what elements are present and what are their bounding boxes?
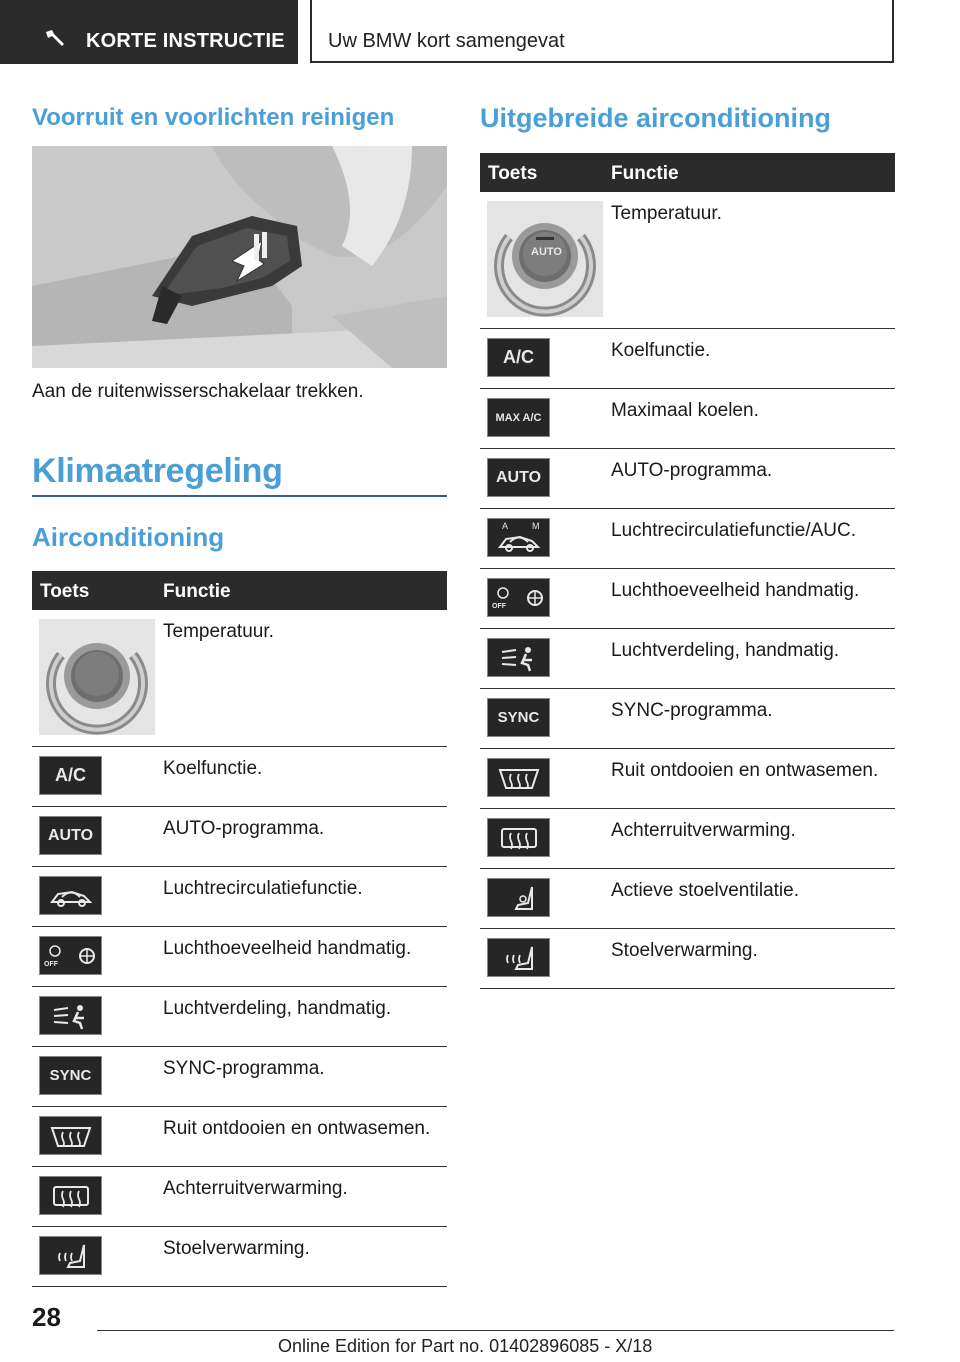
seat-heating-button-icon <box>39 1236 102 1275</box>
row-text: Achterruitverwarming. <box>611 820 796 841</box>
row-text: Koelfunctie. <box>163 758 263 779</box>
sync-button-icon: SYNC <box>487 698 550 737</box>
row-text: Ruit ontdooien en ontwasemen. <box>611 760 879 781</box>
table-row <box>32 610 447 747</box>
windshield-defrost-button-icon <box>39 1116 102 1155</box>
heading-klimaatregeling: Klimaatregeling <box>32 452 283 490</box>
row-text: Temperatuur. <box>163 621 274 642</box>
table-row <box>480 509 895 569</box>
col-toets: Toets <box>40 581 90 602</box>
row-text: Luchtrecirculatiefunctie/AUC. <box>611 520 856 541</box>
footer-rule <box>97 1330 894 1331</box>
windshield-defrost-button-icon <box>487 758 550 797</box>
row-text: Stoelverwarming. <box>611 940 758 961</box>
row-text: Luchthoeveelheid handmatig. <box>163 938 412 959</box>
seat-heating-button-icon <box>487 938 550 977</box>
row-text: SYNC-programma. <box>611 700 773 721</box>
row-text: Luchtrecirculatiefunctie. <box>163 878 363 899</box>
row-text: Maximaal koelen. <box>611 400 759 421</box>
max-ac-button-icon: MAX A/C <box>487 398 550 437</box>
row-text: Stoelverwarming. <box>163 1238 310 1259</box>
table-row <box>32 807 447 867</box>
rear-defrost-button-icon <box>39 1176 102 1215</box>
recirculation-button-icon <box>39 876 102 915</box>
table-row <box>480 689 895 749</box>
table-row <box>480 389 895 449</box>
auto-button-icon: AUTO <box>39 816 102 855</box>
row-text: Luchtverdeling, handmatig. <box>611 640 840 661</box>
fan-button-icon: OFF <box>487 578 550 617</box>
footer-edition: Online Edition for Part no. 01402896085 - X/18 <box>278 1336 653 1356</box>
section-title-wipers: Voorruit en voorlichten reinigen <box>32 104 395 131</box>
table-row <box>480 929 895 989</box>
table-row <box>480 569 895 629</box>
col-functie: Functie <box>163 581 231 602</box>
table-row <box>480 449 895 509</box>
table-row <box>32 987 447 1047</box>
row-text: Actieve stoelventilatie. <box>611 880 799 901</box>
seat-ventilation-button-icon <box>487 878 550 917</box>
header-title: Uw BMW kort samengevat <box>328 30 565 52</box>
ac-button-icon: A/C <box>39 756 102 795</box>
fan-button-icon: OFF <box>39 936 102 975</box>
table-row <box>32 1227 447 1287</box>
ac-button-icon: A/C <box>487 338 550 377</box>
heading-rule <box>32 495 447 497</box>
sync-button-icon: SYNC <box>39 1056 102 1095</box>
temperature-knob-auto-icon: AUTO <box>487 201 603 317</box>
air-distribution-button-icon <box>39 996 102 1035</box>
temperature-knob-icon <box>39 619 155 735</box>
auto-button-icon: AUTO <box>487 458 550 497</box>
table-row <box>480 809 895 869</box>
table-row <box>32 1047 447 1107</box>
wiper-caption: Aan de ruitenwisserschakelaar trekken. <box>32 381 364 402</box>
row-text: Koelfunctie. <box>611 340 711 361</box>
row-text: AUTO-programma. <box>611 460 773 481</box>
table-row <box>480 192 895 329</box>
col-functie: Functie <box>611 163 679 184</box>
col-toets: Toets <box>488 163 538 184</box>
row-text: Ruit ontdooien en ontwasemen. <box>163 1118 431 1139</box>
row-text: Achterruitverwarming. <box>163 1178 348 1199</box>
page-number: 28 <box>32 1302 61 1332</box>
row-text: Temperatuur. <box>611 203 722 224</box>
table-row <box>32 747 447 807</box>
row-text: AUTO-programma. <box>163 818 325 839</box>
extended-airconditioning-table <box>480 153 895 989</box>
row-text: SYNC-programma. <box>163 1058 325 1079</box>
subheading-airconditioning: Airconditioning <box>32 522 225 552</box>
row-text: Luchthoeveelheid handmatig. <box>611 580 860 601</box>
row-text: Luchtverdeling, handmatig. <box>163 998 392 1019</box>
air-distribution-button-icon <box>487 638 550 677</box>
airconditioning-table <box>32 571 447 1287</box>
header-title-box <box>310 0 894 63</box>
table-row <box>32 1167 447 1227</box>
header-tab-label: KORTE INSTRUCTIE <box>86 30 285 52</box>
rear-defrost-button-icon <box>487 818 550 857</box>
wiper-stalk-photo <box>32 146 447 368</box>
recirculation-auc-button-icon: A M <box>487 518 550 557</box>
table-row <box>480 329 895 389</box>
table-header <box>480 153 895 192</box>
table-row <box>480 869 895 929</box>
table-row <box>32 867 447 927</box>
heading-uitgebreide-airconditioning: Uitgebreide airconditioning <box>480 103 832 133</box>
table-row <box>480 749 895 809</box>
header-tab[interactable] <box>0 0 298 64</box>
table-header <box>32 571 447 610</box>
table-row <box>32 1107 447 1167</box>
table-row <box>32 927 447 987</box>
table-row <box>480 629 895 689</box>
wrench-nav-icon <box>42 28 68 48</box>
